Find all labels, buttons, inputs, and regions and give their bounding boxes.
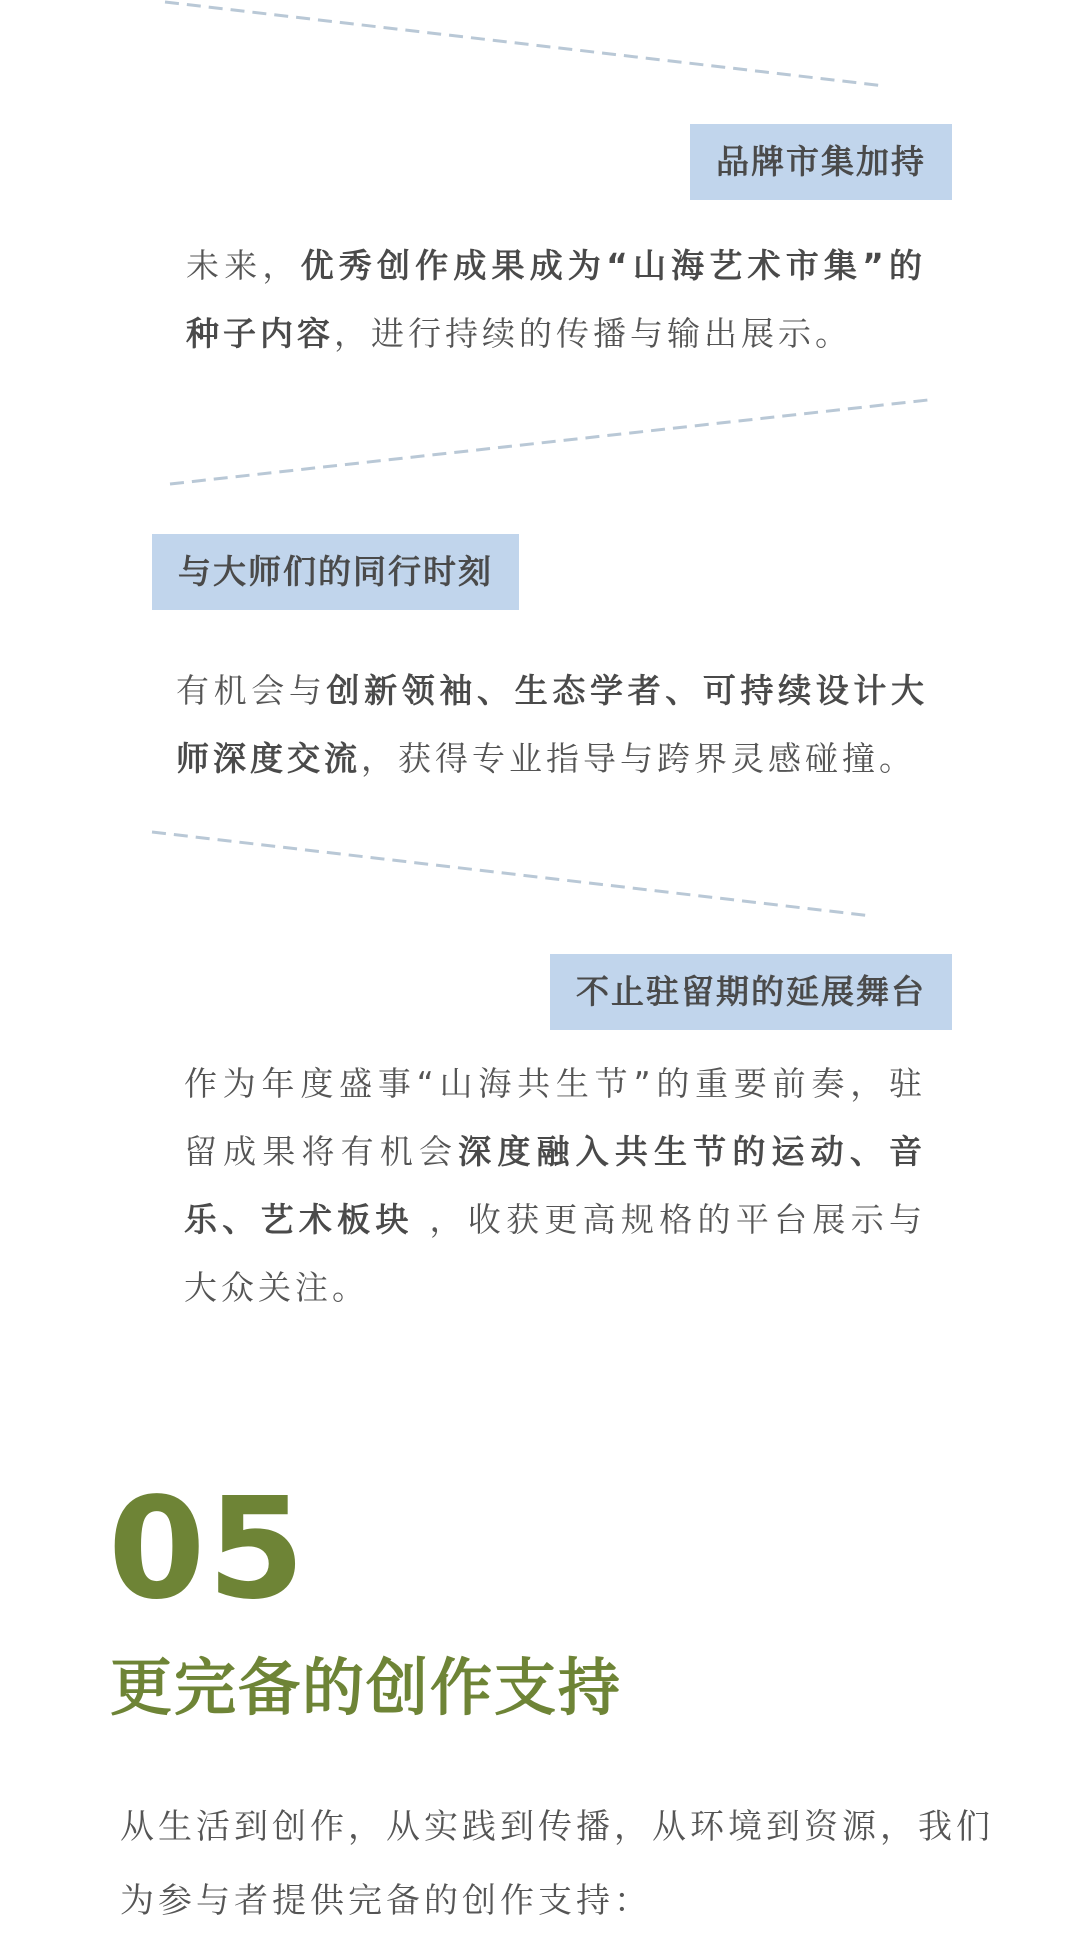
tag-master-moments: 与大师们的同行时刻 (152, 534, 519, 610)
block-3-paragraph (184, 1050, 926, 1322)
dashed-divider-1 (165, 2, 885, 86)
section-number: 05 (108, 1468, 307, 1631)
block-3-text-plain: 作为年度盛事“山海共生节”的重要前奏，驻留成果将有机会 (184, 1064, 926, 1171)
tag-brand-market: 品牌市集加持 (690, 124, 952, 200)
block-2-text-bold: 创新领袖、生态学者、可持续设计大师深度交流 (176, 671, 929, 778)
dashed-divider-2 (170, 400, 928, 484)
section-intro-paragraph: 从生活到创作，从实践到传播，从环境到资源，我们为参与者提供完备的创作支持： (120, 1807, 994, 1921)
section-title: 更完备的创作支持 (110, 1651, 623, 1724)
block-1-text-plain-2: ，进行持续的传播与输出展示。 (334, 314, 852, 353)
block-1-paragraph (186, 232, 926, 368)
dashed-divider-3 (152, 832, 872, 916)
block-1-text-plain: 未来， (186, 246, 301, 285)
block-3-text-bold: 深度融入共生节的运动、音乐、艺术板块 (184, 1132, 927, 1239)
block-2-paragraph (176, 657, 928, 793)
block-2-text-plain-2: ，获得专业指导与跨界灵感碰撞。 (361, 739, 916, 778)
block-1-text-bold: 优秀创作成果成为“山海艺术市集”的种子内容 (186, 246, 926, 353)
block-2-text-plain: 有机会与 (176, 671, 327, 710)
tag-extended-stage: 不止驻留期的延展舞台 (550, 954, 952, 1030)
block-3-text-plain-2: ，收获更高规格的平台展示与大众关注。 (184, 1200, 927, 1307)
